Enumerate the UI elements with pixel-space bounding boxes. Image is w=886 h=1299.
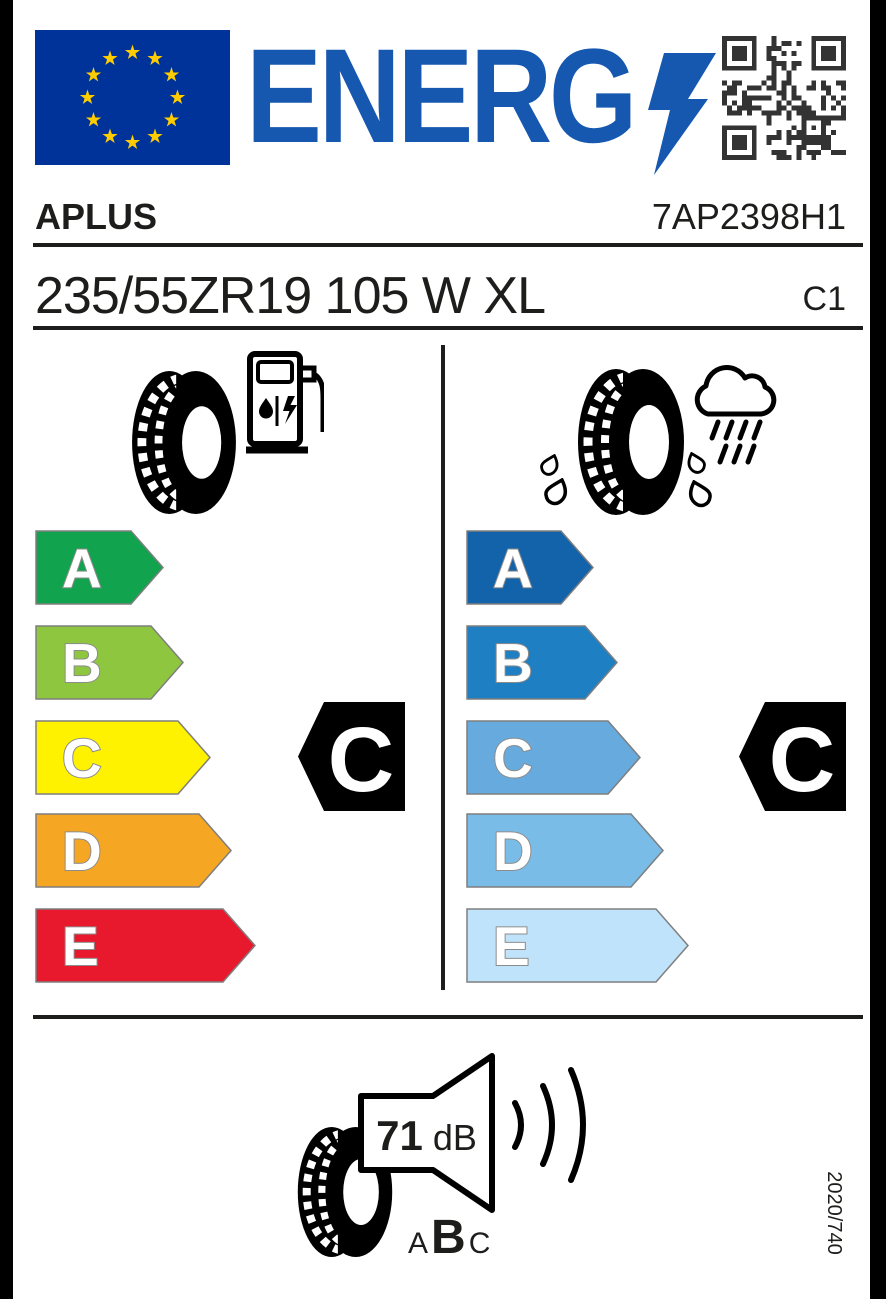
divider-line	[33, 326, 863, 330]
fuel-pump-icon	[244, 350, 324, 454]
fuel-rating-letter: C	[327, 709, 395, 811]
grade-letter: D	[493, 820, 533, 882]
fuel-grade-e-arrow	[35, 908, 257, 983]
grade-letter: C	[62, 727, 102, 789]
fuel-rating-arrow	[297, 701, 407, 813]
noise-unit: dB	[432, 1117, 477, 1158]
regulation-reference: 2020/740	[823, 1171, 845, 1255]
eu-flag-icon	[35, 30, 230, 165]
lightning-bolt-icon	[648, 53, 722, 175]
fuel-grade-a-arrow	[35, 530, 165, 605]
divider-line	[33, 243, 863, 247]
noise-class-b: B	[431, 1211, 466, 1264]
grade-letter: A	[62, 537, 102, 599]
grade-letter: B	[62, 632, 102, 694]
tyre-dimension: 235/55ZR19 105 W XL	[35, 267, 545, 325]
column-divider	[441, 345, 445, 990]
wet-grade-e-arrow	[466, 908, 690, 983]
qr-code	[722, 36, 846, 160]
article-code: 7AP2398H1	[651, 196, 846, 237]
wet-grade-c-arrow	[466, 720, 642, 795]
fuel-grade-c-arrow	[35, 720, 212, 795]
noise-class-c: C	[468, 1227, 491, 1260]
grade-letter: B	[493, 632, 533, 694]
grade-letter: D	[62, 820, 102, 882]
noise-value: 71	[376, 1112, 423, 1159]
noise-class-a: A	[408, 1227, 429, 1260]
grade-letter: A	[493, 537, 533, 599]
fuel-grade-d-arrow	[35, 813, 233, 888]
grade-letter: E	[62, 915, 99, 977]
wet-rating-letter: C	[768, 709, 836, 811]
wet-grade-a-arrow	[466, 530, 595, 605]
noise-value-group	[364, 1112, 489, 1159]
wet-grade-d-arrow	[466, 813, 665, 888]
grade-letter: C	[493, 727, 533, 789]
wet-grade-b-arrow	[466, 625, 619, 700]
rain-cloud-icon	[684, 348, 784, 468]
tyre-icon	[130, 370, 238, 515]
divider-line	[33, 1015, 863, 1019]
left-border-bar	[0, 0, 13, 1299]
energ-logo-text: ENERG	[246, 22, 635, 171]
right-border-bar	[870, 0, 886, 1299]
vehicle-class: C1	[802, 280, 846, 318]
brand-name: APLUS	[35, 196, 158, 237]
wet-rating-arrow	[738, 701, 848, 813]
grade-letter: E	[493, 915, 530, 977]
fuel-grade-b-arrow	[35, 625, 185, 700]
noise-class-scale	[408, 1210, 491, 1264]
sound-waves-icon	[505, 1058, 600, 1193]
